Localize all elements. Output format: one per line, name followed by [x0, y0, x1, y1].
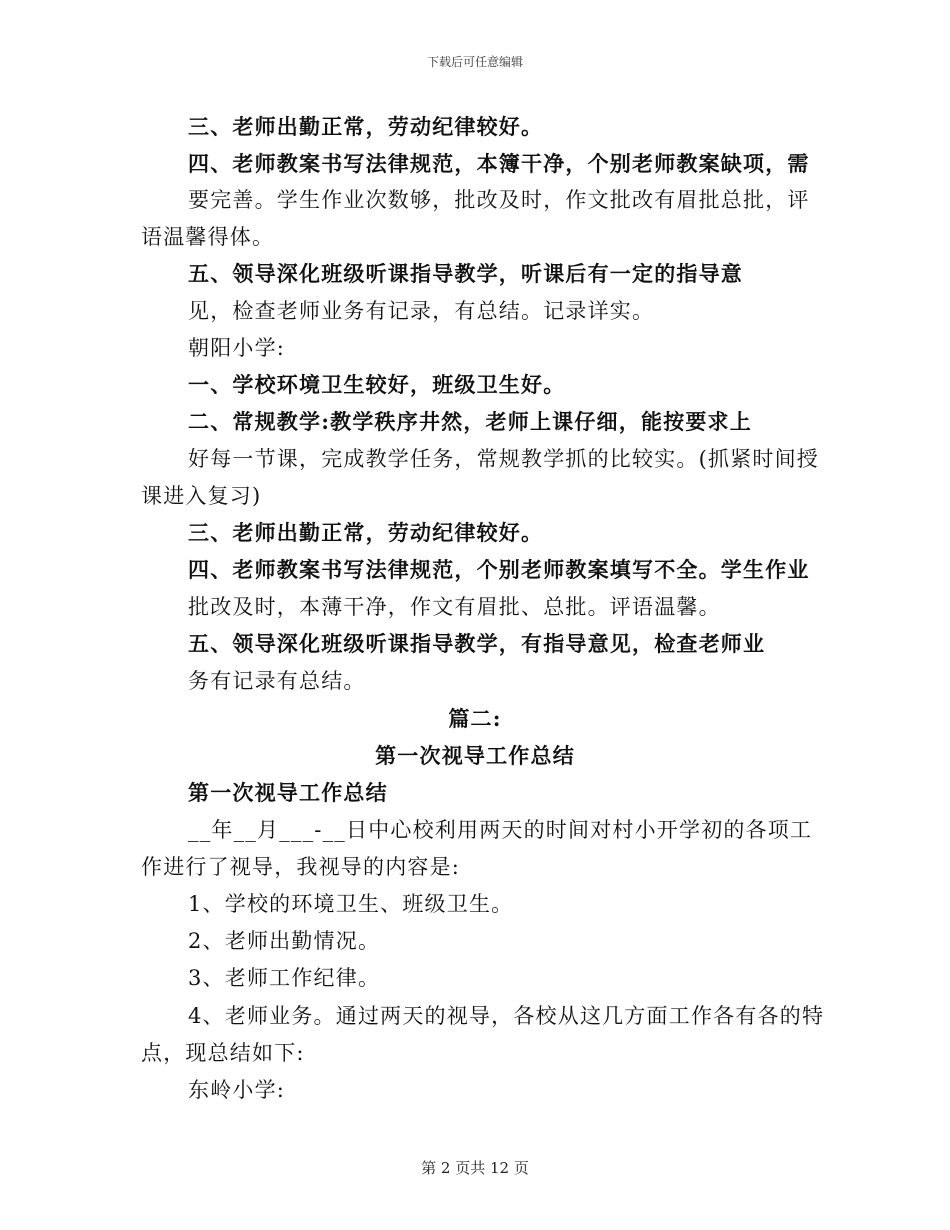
- text-line: 务有记录有总结。: [188, 669, 366, 693]
- text-line: 东岭小学:: [188, 1078, 286, 1102]
- subsection-title: 第一次视导工作总结: [188, 780, 388, 805]
- text-line: 好每一节课，完成教学任务，常规教学抓的比较实。(抓紧时间授: [188, 447, 819, 471]
- list-item: 2、老师出勤情况。: [188, 929, 381, 953]
- text-line: 作进行了视导，我视导的内容是:: [141, 855, 461, 879]
- text-line: 五、领导深化班级听课指导教学，有指导意见，检查老师业: [188, 631, 766, 656]
- text-line: 见，检查老师业务有记录，有总结。记录详实。: [188, 299, 655, 323]
- text-line: 三、老师出勤正常，劳动纪律较好。: [188, 114, 544, 139]
- list-item: 1、学校的环境卫生、班级卫生。: [188, 892, 514, 916]
- text-line: 五、领导深化班级听课指导教学，听课后有一定的指导意: [188, 261, 743, 286]
- list-item: 3、老师工作纪律。: [188, 966, 381, 990]
- text-line: 要完善。学生作业次数够，批改及时，作文批改有眉批总批，评: [188, 188, 810, 212]
- text-line: 二、常规教学:教学秩序井然，老师上课仔细，能按要求上: [188, 409, 752, 434]
- text-line: 批改及时，本薄干净，作文有眉批、总批。评语温馨。: [188, 595, 721, 619]
- text-line: 四、老师教案书写法律规范，个别老师教案填写不全。学生作业: [188, 557, 810, 582]
- text-line: 三、老师出勤正常，劳动纪律较好。: [188, 520, 544, 545]
- text-line: 朝阳小学:: [188, 336, 286, 360]
- page-footer: 第 2 页共 12 页: [421, 1159, 529, 1177]
- text-line: 点，现总结如下:: [141, 1041, 305, 1065]
- text-line: 一、学校环境卫生较好，班级卫生好。: [188, 372, 566, 397]
- text-line: 语温馨得体。: [141, 225, 275, 249]
- list-item: 4、老师业务。通过两天的视导，各校从这几方面工作各有各的特: [188, 1004, 825, 1028]
- text-line: 课进入复习): [141, 484, 262, 508]
- text-line: 四、老师教案书写法律规范，本簿干净，个别老师教案缺项，需: [188, 151, 810, 176]
- page-header: 下载后可任意编辑: [426, 55, 523, 69]
- section-title: 第一次视导工作总结: [375, 743, 575, 768]
- section-label: 篇二:: [448, 706, 502, 731]
- text-line: __年__月___-__日中心校利用两天的时间对村小开学初的各项工: [188, 818, 813, 842]
